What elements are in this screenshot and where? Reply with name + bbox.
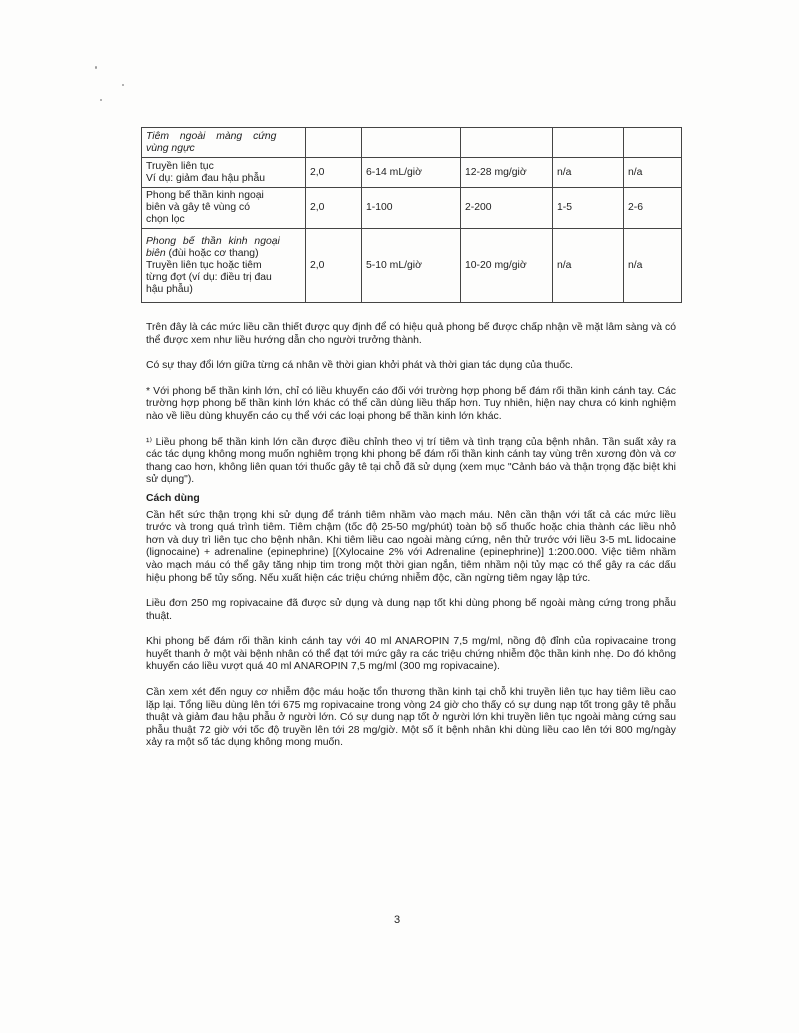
section-heading: Cách dùng — [146, 492, 200, 504]
table-cell-route — [142, 158, 306, 188]
table-row — [142, 188, 682, 229]
table-cell-duration: 2-6 — [624, 188, 682, 229]
paragraph-footnote-star: * Với phong bế thần kinh lớn, chỉ có liều khuyến cáo đối với trường hợp phong bế đám rối thần kinh cánh tay. Các trường hợp phong bế thần kinh lớn khác có thể cần dùng liều thấp hơn. Tuy nhiên, hiện nay chưa có kinh nghiệm nào về liều dùng khuyến cáo cụ thể với các loại phong bế thần kinh lớn khác. — [146, 385, 676, 422]
cell-line: Truyền liên tục — [146, 160, 214, 172]
table-cell — [362, 128, 461, 158]
cell-line: Tiêm ngoài màng cứng — [146, 130, 277, 142]
cell-line: biên — [146, 247, 166, 259]
table-cell-duration: n/a — [624, 158, 682, 188]
table-cell-route — [142, 188, 306, 229]
table-cell-dose: 2-200 — [461, 188, 553, 229]
table-cell-duration: n/a — [624, 229, 682, 303]
cell-line: vùng ngực — [146, 142, 195, 154]
table-cell-onset: 1-5 — [553, 188, 624, 229]
scan-speck — [122, 84, 124, 86]
paragraph-dose-note: Trên đây là các mức liều cần thiết được quy định để có hiệu quả phong bế được chấp nhận về mặt lâm sàng và có thể được xem như liều hướng dẫn cho người trưởng thành. — [146, 322, 676, 346]
table-cell-route — [142, 128, 306, 158]
paragraph-brachial-plexus: Khi phong bế đám rối thần kinh cánh tay với 40 ml ANAROPIN 7,5 mg/ml, nồng độ đỉnh của ropivacaine trong huyết thanh ở một vài bệnh nhân có thể đạt tới mức gây ra các triệu chứng nhiễm độc thần kinh nhẹ. Do đó không khuyến cáo liều vượt quá 40 ml ANAROPIN 7,5 mg/ml (300 mg ropivacaine). — [146, 636, 676, 673]
cell-line: Truyền liên tục hoặc tiêm — [146, 259, 262, 271]
cell-line: từng đợt (ví dụ: điều trị đau — [146, 271, 272, 283]
paragraph-single-dose: Liều đơn 250 mg ropivacaine đã được sử dụng và dung nạp tốt khi dùng phong bế ngoài màng cứng trong phẫu thuật. — [146, 598, 676, 622]
cell-line: Ví dụ: giảm đau hậu phẫu — [146, 172, 266, 184]
table-cell-concentration: 2,0 — [306, 158, 362, 188]
paragraph-continuous-infusion: Cần xem xét đến nguy cơ nhiễm độc máu hoặc tổn thương thần kinh tại chỗ khi truyền liên tục hay tiêm liều cao lặp lại. Tổng liều dùng lên tới 675 mg ropivacaine trong vòng 24 giờ cho thấy có sự dung nạp tốt trong gây tê phẫu thuật và giảm đau hậu phẫu ở người lớn. Có sự dung nạp tốt ở người lớn khi truyền liên tục ngoài màng cứng sau phẫu thuật 72 giờ với tốc độ truyền lên tới 28 mg/giờ. Một số ít bệnh nhân khi dùng liều cao lên tới 800 mg/ngày xảy ra một số tác dụng không mong muốn. — [146, 687, 676, 749]
table-cell-concentration: 2,0 — [306, 229, 362, 303]
dosage-table — [141, 127, 682, 303]
table-row — [142, 158, 682, 188]
scan-speck — [95, 66, 97, 69]
table-row — [142, 128, 682, 158]
cell-line: biên và gây tê vùng có — [146, 202, 250, 213]
scan-speck — [100, 99, 102, 101]
body-text — [146, 322, 676, 763]
paragraph-variability: Có sự thay đổi lớn giữa từng cá nhân về thời gian khởi phát và thời gian tác dụng của thuốc. — [146, 360, 574, 372]
table-cell-volume: 6-14 mL/giờ — [362, 158, 461, 188]
table-cell-volume: 1-100 — [362, 188, 461, 229]
table-cell — [461, 128, 553, 158]
table-cell-route — [142, 229, 306, 303]
table-row — [142, 229, 682, 303]
table-cell-volume: 5-10 mL/giờ — [362, 229, 461, 303]
cell-line: Phong bế thần kinh ngoại — [146, 190, 264, 201]
paragraph-footnote-1: ¹⁾ Liều phong bế thần kinh lớn cần được điều chỉnh theo vị trí tiêm và tình trạng của bệnh nhân. Tần suất xảy ra các tác dụng không mong muốn nghiêm trọng khi phong bế đám rối thần kinh cánh tay vùng trên xương đòn và cơ thang cao hơn, không liên quan tới thuốc gây tê tại chỗ đã sử dụng (xem mục "Cảnh báo và thận trọng đặc biệt khi sử dụng"). — [146, 436, 676, 486]
cell-line: hậu phẫu) — [146, 283, 193, 295]
cell-line: Phong bế thần kinh ngoại — [146, 235, 280, 247]
cell-line: chọn lọc — [146, 214, 185, 225]
table-cell-dose: 12-28 mg/giờ — [461, 158, 553, 188]
page-number: 3 — [394, 914, 401, 926]
table-cell — [306, 128, 362, 158]
table-cell-dose: 10-20 mg/giờ — [461, 229, 553, 303]
cell-line: (đùi hoặc cơ thang) — [168, 247, 259, 259]
table-cell-concentration: 2,0 — [306, 188, 362, 229]
table-cell — [553, 128, 624, 158]
table-cell-onset: n/a — [553, 229, 624, 303]
table-cell-onset: n/a — [553, 158, 624, 188]
paragraph-administration: Cần hết sức thận trọng khi sử dụng để tránh tiêm nhầm vào mạch máu. Nên cần thận với tất cả các mức liều trước và trong quá trình tiêm. Tiêm chậm (tốc độ 25-50 mg/phút) toàn bộ số thuốc hoặc chia thành các liều nhỏ hơn và duy trì liên tục cho bệnh nhân. Khi tiêm liều cao ngoài màng cứng, nên thử trước với liều 3-5 mL lidocaine (lignocaine) + adrenaline (epinephrine) [(Xylocaine 2% với Adrenaline (epinephrine)] 1:200.000. Việc tiêm nhầm vào mạch máu có thể gây tăng nhịp tim trong một thời gian ngắn, tiêm nhầm nội tủy mạc có thể gây ra các dấu hiệu phong bế tủy sống. Nếu xuất hiện các triệu chứng nhiễm độc, cần ngừng tiêm ngay lập tức. — [146, 509, 676, 584]
table-cell — [624, 128, 682, 158]
